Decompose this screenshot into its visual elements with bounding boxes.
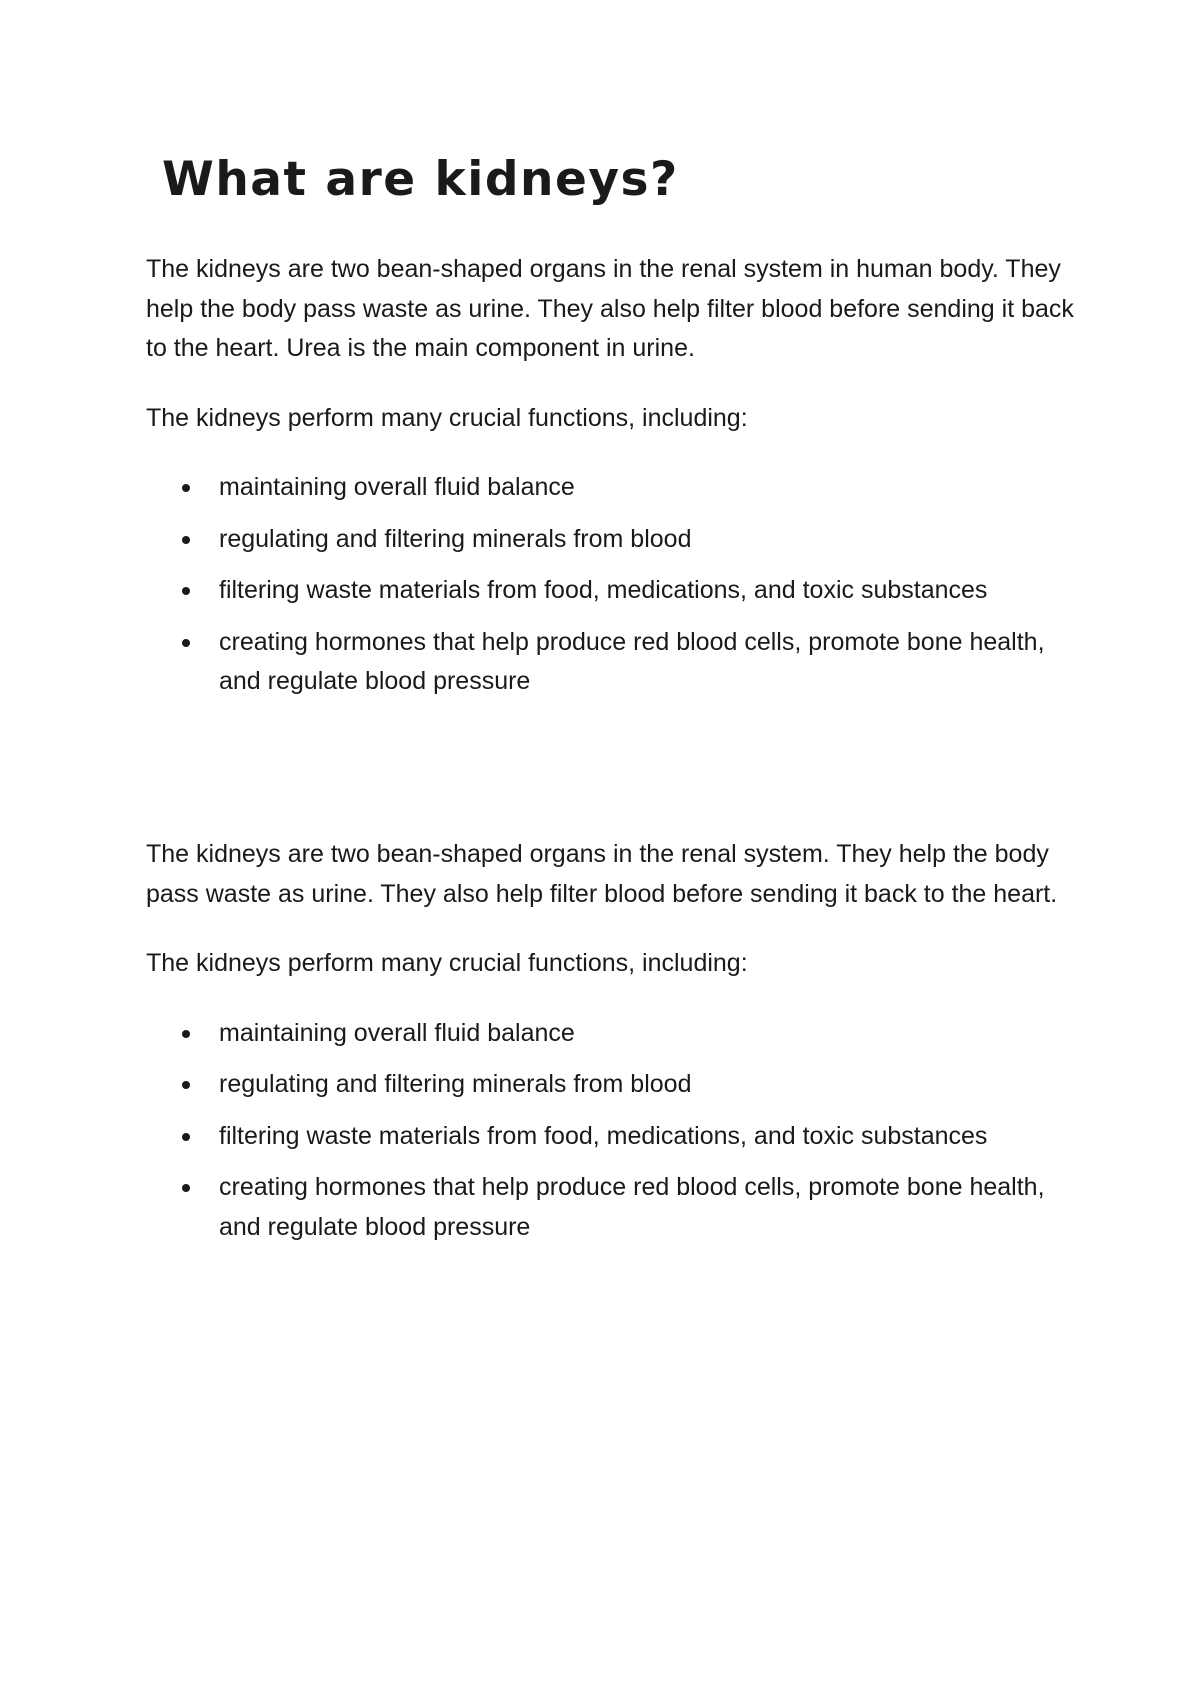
page-title: What are kidneys? bbox=[162, 152, 679, 207]
bullet-icon bbox=[182, 587, 190, 595]
list-item-text: regulating and filtering minerals from blood bbox=[219, 1070, 692, 1098]
list-item bbox=[146, 623, 1086, 702]
section-1-bullet-list bbox=[146, 468, 1086, 702]
list-item bbox=[146, 1117, 1086, 1157]
bullet-icon bbox=[182, 1133, 190, 1141]
list-item-text: creating hormones that help produce red blood cells, promote bone health, and regulate blood pressure bbox=[219, 1173, 1045, 1241]
list-item-text: maintaining overall fluid balance bbox=[219, 473, 575, 501]
bullet-icon bbox=[182, 484, 190, 492]
bullet-icon bbox=[182, 1184, 190, 1192]
list-item-text: maintaining overall fluid balance bbox=[219, 1018, 575, 1047]
section-2 bbox=[146, 835, 1086, 1259]
list-item bbox=[146, 520, 1086, 560]
list-item-text: filtering waste materials from food, medications, and toxic substances bbox=[219, 576, 988, 604]
section-2-paragraph: The kidneys are two bean-shaped organs in the renal system. They help the body pass waste as urine. They also help filter blood before sending it back to the heart. bbox=[146, 840, 1058, 908]
bullet-icon bbox=[182, 639, 190, 647]
list-item bbox=[146, 1065, 1086, 1105]
list-item bbox=[146, 571, 1086, 611]
section-1 bbox=[146, 250, 1086, 714]
list-item-text: regulating and filtering minerals from blood bbox=[219, 524, 692, 553]
list-item bbox=[146, 1168, 1086, 1247]
list-item bbox=[146, 1014, 1086, 1054]
list-item bbox=[146, 468, 1086, 508]
section-2-bullet-list bbox=[146, 1014, 1086, 1248]
section-1-paragraph: The kidneys are two bean-shaped organs in the renal system in human body. They help the body pass waste as urine. They also help filter blood before sending it back to the heart. Urea is the main component in urine. bbox=[146, 255, 1074, 362]
bullet-icon bbox=[182, 536, 190, 544]
section-1-intro: The kidneys perform many crucial functions, including: bbox=[146, 403, 748, 432]
list-item-text: filtering waste materials from food, medications, and toxic substances bbox=[219, 1121, 988, 1150]
section-2-intro: The kidneys perform many crucial functions, including: bbox=[146, 949, 748, 977]
bullet-icon bbox=[182, 1081, 190, 1089]
bullet-icon bbox=[182, 1030, 190, 1038]
list-item-text: creating hormones that help produce red blood cells, promote bone health, and regulate blood pressure bbox=[219, 627, 1045, 695]
